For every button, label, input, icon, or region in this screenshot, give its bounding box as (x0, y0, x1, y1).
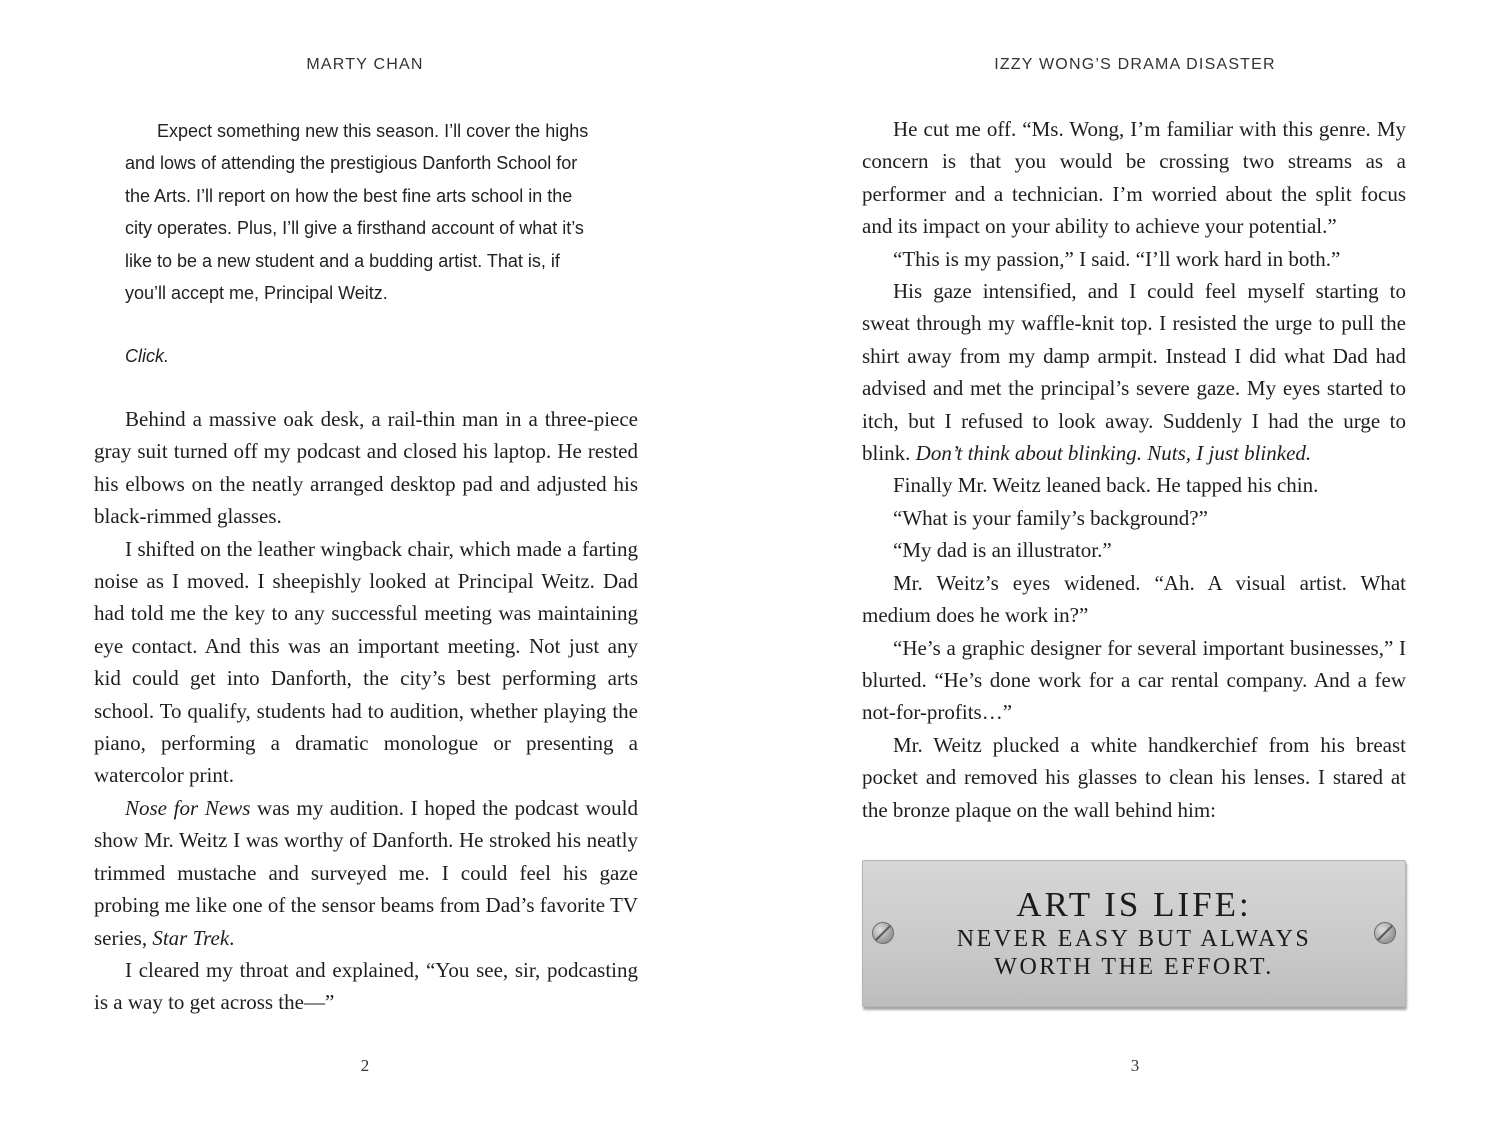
paragraph: Behind a massive oak desk, a rail-thin man in a three-piece gray suit turned off my podcast and closed his laptop. He rested his elbows on the neatly arranged desktop pad and adjusted his black-rimmed glasses. (94, 407, 638, 529)
podcast-transcript (125, 115, 595, 373)
paragraph: Mr. Weitz plucked a white handkerchief from his breast pocket and removed his glasses to clean his lenses. I stared at the bronze plaque on the wall behind him: (862, 732, 1406, 822)
paragraph: Mr. Weitz’s eyes widened. “Ah. A visual artist. What medium does he work in?” (862, 570, 1406, 628)
paragraph: He cut me off. “Ms. Wong, I’m familiar with this genre. My concern is that you would be crossing two streams as a performer and a technician. I’m worried about the split focus and its impact on your ability to achieve your potential.” (862, 117, 1406, 239)
left-page-number: 2 (360, 1056, 370, 1075)
paragraph: “My dad is an illustrator.” (893, 538, 1112, 563)
left-running-head: MARTY CHAN (306, 56, 424, 73)
podcast-text: Expect something new this season. I’ll cover the highs and lows of attending the prestigious Danforth School for the Arts. I’ll report on how the best fine arts school in the city operates. Plus, I’ll give a firsthand account of what it’s like to be a new student and a budding artist. That is, if you’ll accept me, Principal Weitz. (125, 121, 589, 304)
click-text: Click. (125, 346, 169, 367)
paragraph: “This is my passion,” I said. “I’ll work hard in both.” (893, 246, 1341, 271)
right-running-head: IZZY WONG’S DRAMA DISASTER (994, 56, 1276, 73)
plaque-line-3: WORTH THE EFFORT. (994, 954, 1274, 980)
paragraph-text: was my audition. I hoped the podcast would show Mr. Weitz I was worthy of Danforth. He stroked his neatly trimmed mustache and surveyed me. I could feel his gaze probing me like one of the sensor beams from Dad’s favorite TV series, (94, 795, 638, 950)
paragraph: Finally Mr. Weitz leaned back. He tapped his chin. (893, 473, 1319, 498)
right-page (750, 0, 1500, 1125)
plaque-line-2: NEVER EASY BUT ALWAYS (956, 926, 1312, 952)
podcast-title: Nose for News (125, 795, 251, 820)
paragraph: I shifted on the leather wingback chair, which made a farting noise as I moved. I sheepishly looked at Principal Weitz. Dad had told me the key to any successful meeting was maintaining eye contact. And this was an important meeting. Not just any kid could get into Danforth, the city’s best performing arts school. To qualify, students had to audition, whether playing the piano, performing a dramatic monologue or presenting a watercolor print. (94, 536, 638, 788)
paragraph-text: His gaze intensified, and I could feel myself starting to sweat through my waffle-knit top. I resisted the urge to pull the shirt away from my damp armpit. Instead I did what Dad had advised and met the principal’s severe gaze. My eyes started to itch, but I refused to look away. Suddenly I had the urge to blink. (862, 279, 1406, 466)
plaque-line-1: ART IS LIFE: (1016, 885, 1252, 924)
right-body-text (862, 113, 1406, 826)
bronze-plaque (862, 860, 1406, 1007)
left-body-text (94, 403, 638, 1019)
paragraph: “What is your family’s background?” (893, 505, 1208, 530)
paragraph: I cleared my throat and explained, “You see, sir, podcasting is a way to get across the—” (94, 957, 638, 1015)
paragraph (862, 275, 1406, 469)
paragraph (94, 792, 638, 954)
inner-thought: Don’t think about blinking. Nuts, I just blinked. (915, 441, 1312, 466)
screw-icon (1374, 922, 1396, 944)
tv-series-title: Star Trek (152, 925, 230, 950)
paragraph: “He’s a graphic designer for several important businesses,” I blurted. “He’s done work for a car rental company. And a few not-for-profits…” (862, 635, 1406, 725)
paragraph-end: . (229, 925, 235, 950)
right-page-number: 3 (1130, 1056, 1140, 1075)
screw-icon (872, 922, 894, 944)
